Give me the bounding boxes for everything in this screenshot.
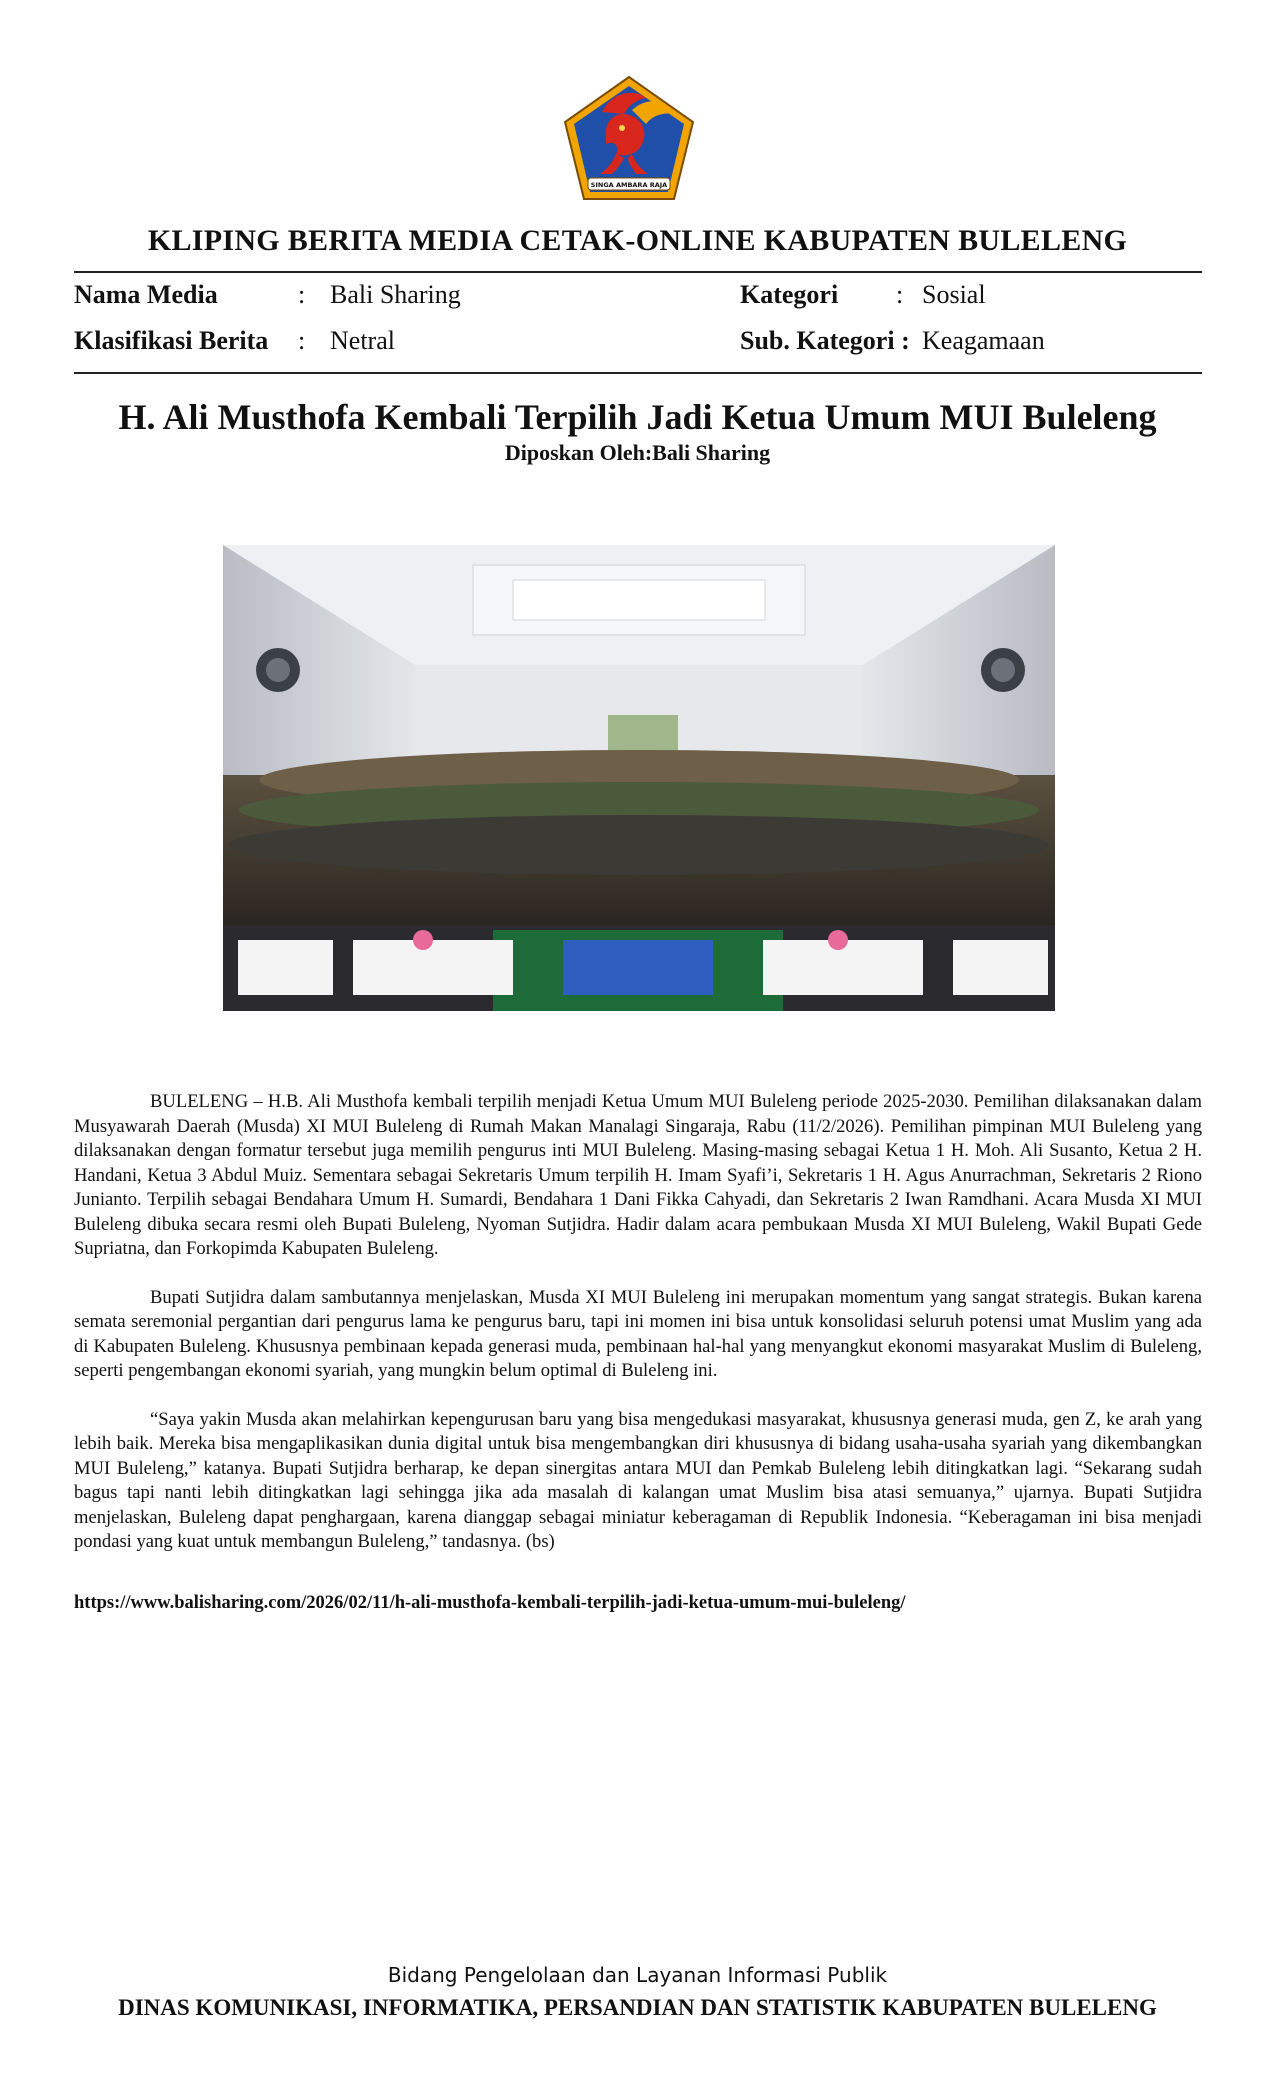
footer-agency: DINAS KOMUNIKASI, INFORMATIKA, PERSANDIAN DAN STATISTIK KABUPATEN BULELENG <box>118 1995 1157 2020</box>
subkategori-value: Keagamaan <box>922 326 1045 355</box>
clipping-header-title: KLIPING BERITA MEDIA CETAK-ONLINE KABUPATEN BULELENG <box>147 224 1128 257</box>
kategori-value: Sosial <box>922 280 986 309</box>
subkategori-label: Sub. Kategori : <box>740 326 910 355</box>
media-label: Nama Media <box>74 280 218 309</box>
article-byline: Diposkan Oleh:Bali Sharing <box>504 440 771 465</box>
header-divider-top <box>74 271 1202 273</box>
kategori-colon: : <box>896 280 904 309</box>
media-value: Bali Sharing <box>330 280 461 309</box>
meta-row-media <box>74 280 1202 316</box>
article-paragraph-2: Bupati Sutjidra dalam sambutannya menjelaskan, Musda XI MUI Buleleng ini merupakan momentum yang sangat strategis. Bukan karena semata seremonial pergantian dari pengurus lama ke pengurus baru, tapi ini momen ini bisa untuk konsolidasi seluruh potensi umat Muslim yang ada di Kabupaten Buleleng. Khususnya pembinaan kepada generasi muda, pembinaan hal-hal yang menyangkut ekonomi masyarakat Muslim di Buleleng, seperti pengembangan ekonomi syariah, yang mungkin belum optimal di Buleleng ini. <box>74 1286 1202 1381</box>
article-photo <box>223 545 1055 1011</box>
footer-division: Bidang Pengelolaan dan Layanan Informasi Publik <box>387 1963 888 1987</box>
header-divider-bottom <box>74 372 1202 374</box>
source-url: https://www.balisharing.com/2026/02/11/h-ali-musthofa-kembali-terpilih-jadi-ketua-umum-mui-buleleng/ <box>74 1593 906 1613</box>
logo-motto: SINGA AMBARA RAJA <box>590 181 668 189</box>
regency-logo <box>562 74 696 202</box>
group-photo-image <box>223 545 1055 1011</box>
klasifikasi-value: Netral <box>330 326 395 355</box>
article-paragraph-1: BULELENG – H.B. Ali Musthofa kembali terpilih menjadi Ketua Umum MUI Buleleng periode 2025-2030. Pemilihan dilaksanakan dalam Musyawarah Daerah (Musda) XI MUI Buleleng di Rumah Makan Manalagi Singaraja, Rabu (11/2/2026). Pemilihan pimpinan MUI Buleleng yang dilaksanakan dengan formatur tersebut juga memilih pengurus inti MUI Buleleng. Masing-masing sebagai Ketua 1 H. Moh. Ali Susanto, Ketua 2 H. Handani, Ketua 3 Abdul Muiz. Sementara sebagai Sekretaris Umum terpilih H. Imam Syafi’i, Sekretaris 1 H. Agus Anurrachman, Sekretaris 2 Riono Junianto. Terpilih sebagai Bendahara Umum H. Sumardi, Bendahara 1 Dani Fikka Cahyadi, dan Sekretaris 2 Iwan Ramdhani. Acara Musda XI MUI Buleleng dibuka secara resmi oleh Bupati Buleleng, Nyoman Sutjidra. Hadir dalam acara pembukaan Musda XI MUI Buleleng, Wakil Bupati Gede Supriatna, dan Forkopimda Kabupaten Buleleng. <box>74 1091 1202 1259</box>
article-paragraph-3: “Saya yakin Musda akan melahirkan kepengurusan baru yang bisa mengedukasi masyarakat, khususnya generasi muda, gen Z, ke arah yang lebih baik. Mereka bisa mengaplikasikan dunia digital untuk bisa mengembangkan diri khususnya di bidang usaha-usaha syariah yang dikembangkan MUI Buleleng,” katanya. Bupati Sutjidra berharap, ke depan sinergitas antara MUI dan Pemkab Buleleng lebih ditingkatkan lagi. “Sekarang sudah bagus tapi nanti lebih ditingkatkan lagi sehingga jika ada masalah di kalangan umat Muslim bisa atasi semuanya,” ujarnya. Bupati Sutjidra menjelaskan, Buleleng dapat penghargaan, karena dianggap sebagai miniatur keberagaman di Republik Indonesia. “Keberagaman ini bisa menjadi pondasi yang kuat untuk membangun Buleleng,” tandasnya. (bs) <box>74 1408 1202 1552</box>
media-colon: : <box>298 280 306 309</box>
meta-row-klasifikasi <box>74 326 1202 362</box>
klasifikasi-colon: : <box>298 326 306 355</box>
article-body <box>74 1090 1202 1579</box>
winged-lion-emblem-icon <box>562 74 696 202</box>
kategori-label: Kategori <box>740 280 839 309</box>
article-title: H. Ali Musthofa Kembali Terpilih Jadi Ketua Umum MUI Buleleng <box>118 397 1157 437</box>
klasifikasi-label: Klasifikasi Berita <box>74 326 269 355</box>
